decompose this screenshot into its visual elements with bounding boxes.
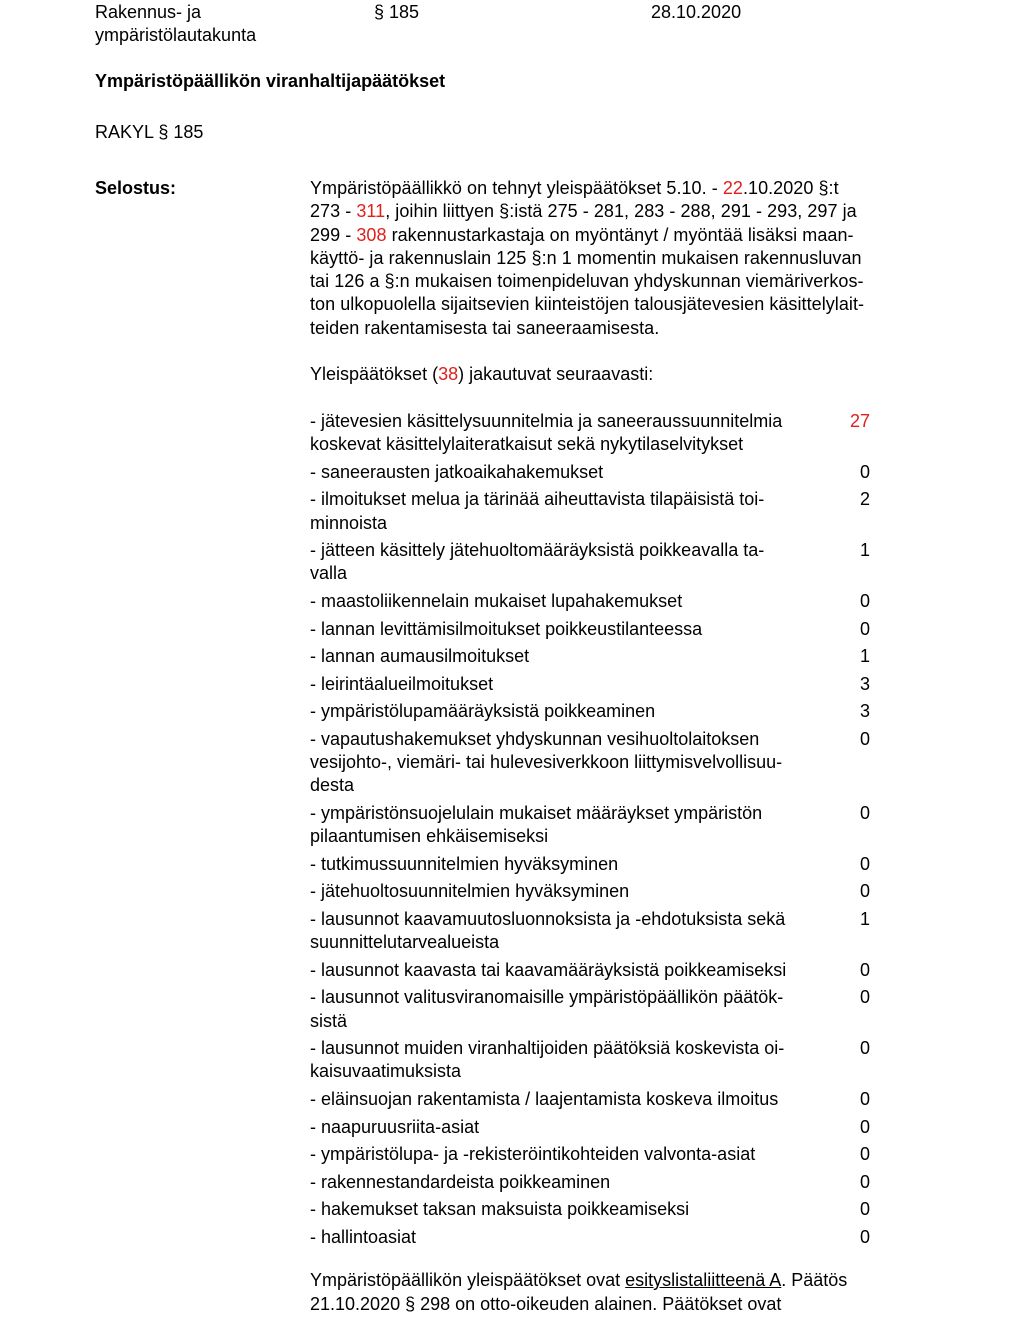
list-item xyxy=(310,700,880,723)
list-item-count: 0 xyxy=(859,959,870,980)
body-line: Ympäristöpäällikkö on tehnyt yleispäätökset 5.10. - 22.10.2020 §:t xyxy=(310,178,839,198)
highlight-number: 22 xyxy=(722,178,743,198)
list-item-line: - jätteen käsittely jätehuoltomääräyksistä poikkeavalla ta- xyxy=(310,540,765,561)
list-item xyxy=(310,986,880,1032)
list-item-line: - ympäristölupamääräyksistä poikkeaminen xyxy=(310,701,656,722)
body-line: 273 - 311, joihin liittyen §:istä 275 - 281, 283 - 288, 291 - 293, 297 ja xyxy=(310,201,857,222)
list-item-count: 0 xyxy=(859,987,870,1008)
list-item xyxy=(310,618,880,641)
list-item xyxy=(310,1088,880,1111)
list-item-count: 0 xyxy=(859,1088,870,1109)
list-item xyxy=(310,410,880,456)
list-item-line: - hakemukset taksan maksuista poikkeamiseksi xyxy=(310,1199,690,1220)
body-line: 299 - 308 rakennustarkastaja on myöntänyt / myöntää lisäksi maan- xyxy=(310,224,854,245)
list-item-line: - lannan aumausilmoitukset xyxy=(310,646,530,667)
list-item xyxy=(310,590,880,613)
list-item xyxy=(310,1037,880,1083)
committee-line-1: Rakennus- ja xyxy=(95,2,202,22)
list-item-count: 0 xyxy=(859,728,870,749)
list-item xyxy=(310,908,880,954)
list-item-count: 0 xyxy=(859,1116,870,1137)
list-item-count: 0 xyxy=(859,1144,870,1165)
list-item xyxy=(310,959,880,982)
list-item-count: 0 xyxy=(859,590,870,611)
body-paragraph xyxy=(310,177,922,340)
list-item-count: 0 xyxy=(859,1226,870,1247)
list-item xyxy=(310,488,880,534)
summary-line: Yleispäätökset (38) jakautuvat seuraavasti: xyxy=(310,364,654,384)
list-item-count: 0 xyxy=(859,802,870,823)
list-item-count: 1 xyxy=(859,646,870,667)
list-item xyxy=(310,1171,880,1194)
list-item-count: 0 xyxy=(859,853,870,874)
list-item-line: - jätevesien käsittelysuunnitelmia ja saneeraussuunnitelmia xyxy=(310,411,783,431)
list-item-line: kaisuvaatimuksista xyxy=(310,1061,462,1082)
list-item-line: koskevat käsittelylaiteratkaisut sekä nykytilaselvitykset xyxy=(310,434,744,455)
list-item-line: minnoista xyxy=(310,512,388,533)
list-item-count: 3 xyxy=(859,701,870,722)
list-item xyxy=(310,673,880,696)
list-item-line: - lausunnot valitusviranomaisille ympäristöpäällikön päätök- xyxy=(310,987,784,1008)
body-line: teiden rakentamisesta tai saneeraamisesta. xyxy=(310,317,660,338)
highlight-number: 308 xyxy=(356,224,387,245)
list-item-line: - tutkimussuunnitelmien hyväksyminen xyxy=(310,853,619,874)
list-item-line: - rakennestandardeista poikkeaminen xyxy=(310,1171,611,1192)
list-item-line: vesijohto-, viemäri- tai hulevesiverkkoon liittymisvelvollisuu- xyxy=(310,752,783,773)
header-date: 28.10.2020 xyxy=(651,2,742,22)
list-item xyxy=(310,802,880,848)
body-line: käyttö- ja rakennuslain 125 §:n 1 momentin mukaisen rakennusluvan xyxy=(310,247,862,268)
list-item xyxy=(310,539,880,585)
committee-name xyxy=(95,1,256,47)
list-item-count: 0 xyxy=(859,1171,870,1192)
body-line: tai 126 a §:n mukaisen toimenpideluvan yhdyskunnan viemäriverkos- xyxy=(310,271,864,292)
section-reference: RAKYL § 185 xyxy=(95,122,204,142)
selostus-label: Selostus: xyxy=(95,178,177,198)
list-item-line: - hallintoasiat xyxy=(310,1226,417,1247)
list-item-count: 0 xyxy=(859,461,870,482)
list-item-count: 0 xyxy=(859,618,870,639)
list-item-count: 1 xyxy=(859,908,870,929)
list-item-count: 27 xyxy=(849,411,870,431)
list-item-line: - eläinsuojan rakentamista / laajentamista koskeva ilmoitus xyxy=(310,1088,779,1109)
list-item-line: sistä xyxy=(310,1010,348,1031)
list-item-line: - lannan levittämisilmoitukset poikkeustilanteessa xyxy=(310,618,703,639)
list-item-count: 1 xyxy=(859,540,870,561)
list-item-line: - naapuruusriita-asiat xyxy=(310,1116,480,1137)
list-item-count: 3 xyxy=(859,673,870,694)
footer-line-1: Ympäristöpäällikön yleispäätökset ovat esityslistaliitteenä A. Päätös xyxy=(310,1270,848,1290)
footer-line-2: 21.10.2020 § 298 on otto-oikeuden alainen. Päätökset ovat xyxy=(310,1294,782,1314)
list-item xyxy=(310,1116,880,1139)
list-item-line: suunnittelutarvealueista xyxy=(310,932,500,953)
committee-line-2: ympäristölautakunta xyxy=(95,25,257,45)
list-item-line: - ilmoitukset melua ja tärinää aiheuttavista tilapäisistä toi- xyxy=(310,489,765,510)
decision-list xyxy=(310,410,880,1253)
list-item xyxy=(310,853,880,876)
page-title: Ympäristöpäällikön viranhaltijapäätökset xyxy=(95,71,446,91)
list-item-line: - jätehuoltosuunnitelmien hyväksyminen xyxy=(310,881,630,902)
list-item-line: - ympäristölupa- ja -rekisteröintikohteiden valvonta-asiat xyxy=(310,1144,756,1165)
list-item-line: valla xyxy=(310,563,348,584)
list-item-line: - leirintäalueilmoitukset xyxy=(310,673,494,694)
list-item-line: - lausunnot muiden viranhaltijoiden päätöksiä koskevista oi- xyxy=(310,1038,785,1059)
list-item-count: 0 xyxy=(859,1199,870,1220)
list-item xyxy=(310,1226,880,1249)
list-item xyxy=(310,645,880,668)
list-item-count: 2 xyxy=(859,489,870,510)
list-item-count: 0 xyxy=(859,1038,870,1059)
summary-count: 38 xyxy=(438,364,459,384)
list-item-line: - lausunnot kaavamuutosluonnoksista ja -ehdotuksista sekä xyxy=(310,908,786,929)
body-line: ton ulkopuolella sijaitsevien kiinteistöjen talousjätevesien käsittelylait- xyxy=(310,294,865,315)
footer-paragraph xyxy=(310,1268,847,1316)
list-item xyxy=(310,728,880,798)
header-section: § 185 xyxy=(374,2,420,22)
list-item xyxy=(310,1198,880,1221)
list-item-line: - maastoliikennelain mukaiset lupahakemukset xyxy=(310,590,683,611)
list-item xyxy=(310,461,880,484)
highlight-number: 311 xyxy=(356,201,386,222)
list-item-count: 0 xyxy=(859,881,870,902)
list-item-line: - vapautushakemukset yhdyskunnan vesihuoltolaitoksen xyxy=(310,728,760,749)
list-item xyxy=(310,1143,880,1166)
list-item-line: pilaantumisen ehkäisemiseksi xyxy=(310,826,549,847)
list-item-line: - ympäristönsuojelulain mukaiset määräykset ympäristön xyxy=(310,802,763,823)
list-item-line: - lausunnot kaavasta tai kaavamääräyksistä poikkeamiseksi xyxy=(310,959,787,980)
list-item-line: desta xyxy=(310,775,355,796)
attachment-link[interactable]: esityslistaliitteenä A xyxy=(625,1270,782,1290)
list-item-line: - saneerausten jatkoaikahakemukset xyxy=(310,461,604,482)
list-item xyxy=(310,880,880,903)
